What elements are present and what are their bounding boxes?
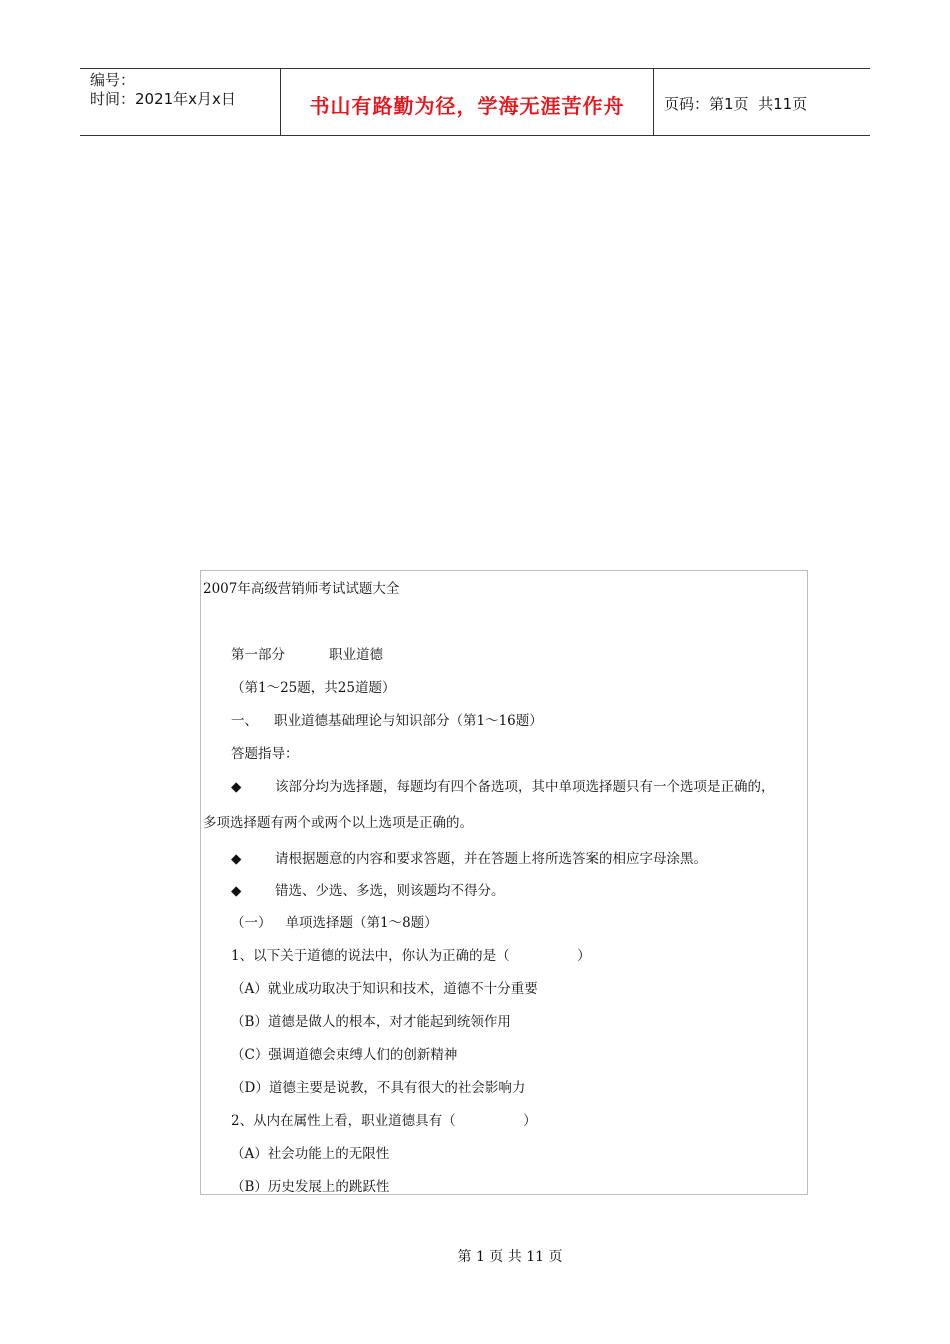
question-1-option-a: （A）就业成功取决于知识和技术，道德不十分重要 bbox=[231, 981, 538, 997]
part-range: （第1～25题，共25道题） bbox=[231, 680, 396, 696]
bullet-2-text: 请根据题意的内容和要求答题，并在答题上将所选答案的相应字母涂黑。 bbox=[275, 851, 707, 867]
subsection-num: （一） bbox=[231, 915, 272, 931]
question-1-option-d: （D）道德主要是说教，不具有很大的社会影响力 bbox=[231, 1080, 526, 1096]
page-info-text: 页码：第1页 共11页 bbox=[664, 94, 808, 113]
bullet-1-continuation: 多项选择题有两个或两个以上选项是正确的。 bbox=[203, 815, 473, 831]
question-2-option-a: （A）社会功能上的无限性 bbox=[231, 1146, 390, 1162]
document-content bbox=[200, 570, 808, 1195]
question-2-option-b: （B）历史发展上的跳跃性 bbox=[231, 1179, 390, 1195]
header-motto: 书山有路勤为径，学海无涯苦作舟 bbox=[281, 69, 654, 135]
bullet-item-2 bbox=[231, 847, 707, 867]
page-footer: 第 1 页 共 11 页 bbox=[457, 1249, 563, 1265]
diamond-bullet-icon: ◆ bbox=[231, 779, 242, 795]
header-meta bbox=[80, 69, 281, 135]
diamond-bullet-icon: ◆ bbox=[231, 851, 242, 867]
guide-label: 答题指导： bbox=[231, 746, 299, 762]
question-1: 1、以下关于道德的说法中，你认为正确的是（ ） bbox=[231, 948, 591, 964]
question-2: 2、从内在属性上看，职业道德具有（ ） bbox=[231, 1113, 537, 1129]
question-1-option-b: （B）道德是做人的根本，对才能起到统领作用 bbox=[231, 1014, 511, 1030]
part-label: 第一部分 bbox=[231, 647, 285, 663]
bullet-1-text: 该部分均为选择题，每题均有四个备选项，其中单项选择题只有一个选项是正确的， bbox=[275, 779, 775, 795]
subsection-heading bbox=[231, 911, 438, 931]
section-num: 一、 bbox=[231, 713, 258, 729]
bullet-3-text: 错选、少选、多选，则该题均不得分。 bbox=[275, 883, 505, 899]
page-header bbox=[80, 68, 870, 136]
bullet-item-3 bbox=[231, 879, 505, 899]
diamond-bullet-icon: ◆ bbox=[231, 883, 242, 899]
header-page-info bbox=[654, 69, 870, 135]
document-title: 2007年高级营销师考试试题大全 bbox=[203, 581, 400, 597]
bullet-item-1 bbox=[231, 775, 775, 795]
part-name: 职业道德 bbox=[329, 647, 383, 663]
section-title: 职业道德基础理论与知识部分（第1～16题） bbox=[274, 713, 543, 729]
subsection-title: 单项选择题（第1～8题） bbox=[285, 915, 438, 931]
number-label: 编号： bbox=[90, 71, 136, 89]
section-heading bbox=[231, 709, 543, 729]
question-1-option-c: （C）强调道德会束缚人们的创新精神 bbox=[231, 1047, 458, 1063]
time-label: 时间：2021年x月x日 bbox=[90, 90, 236, 108]
part-heading bbox=[231, 643, 383, 663]
